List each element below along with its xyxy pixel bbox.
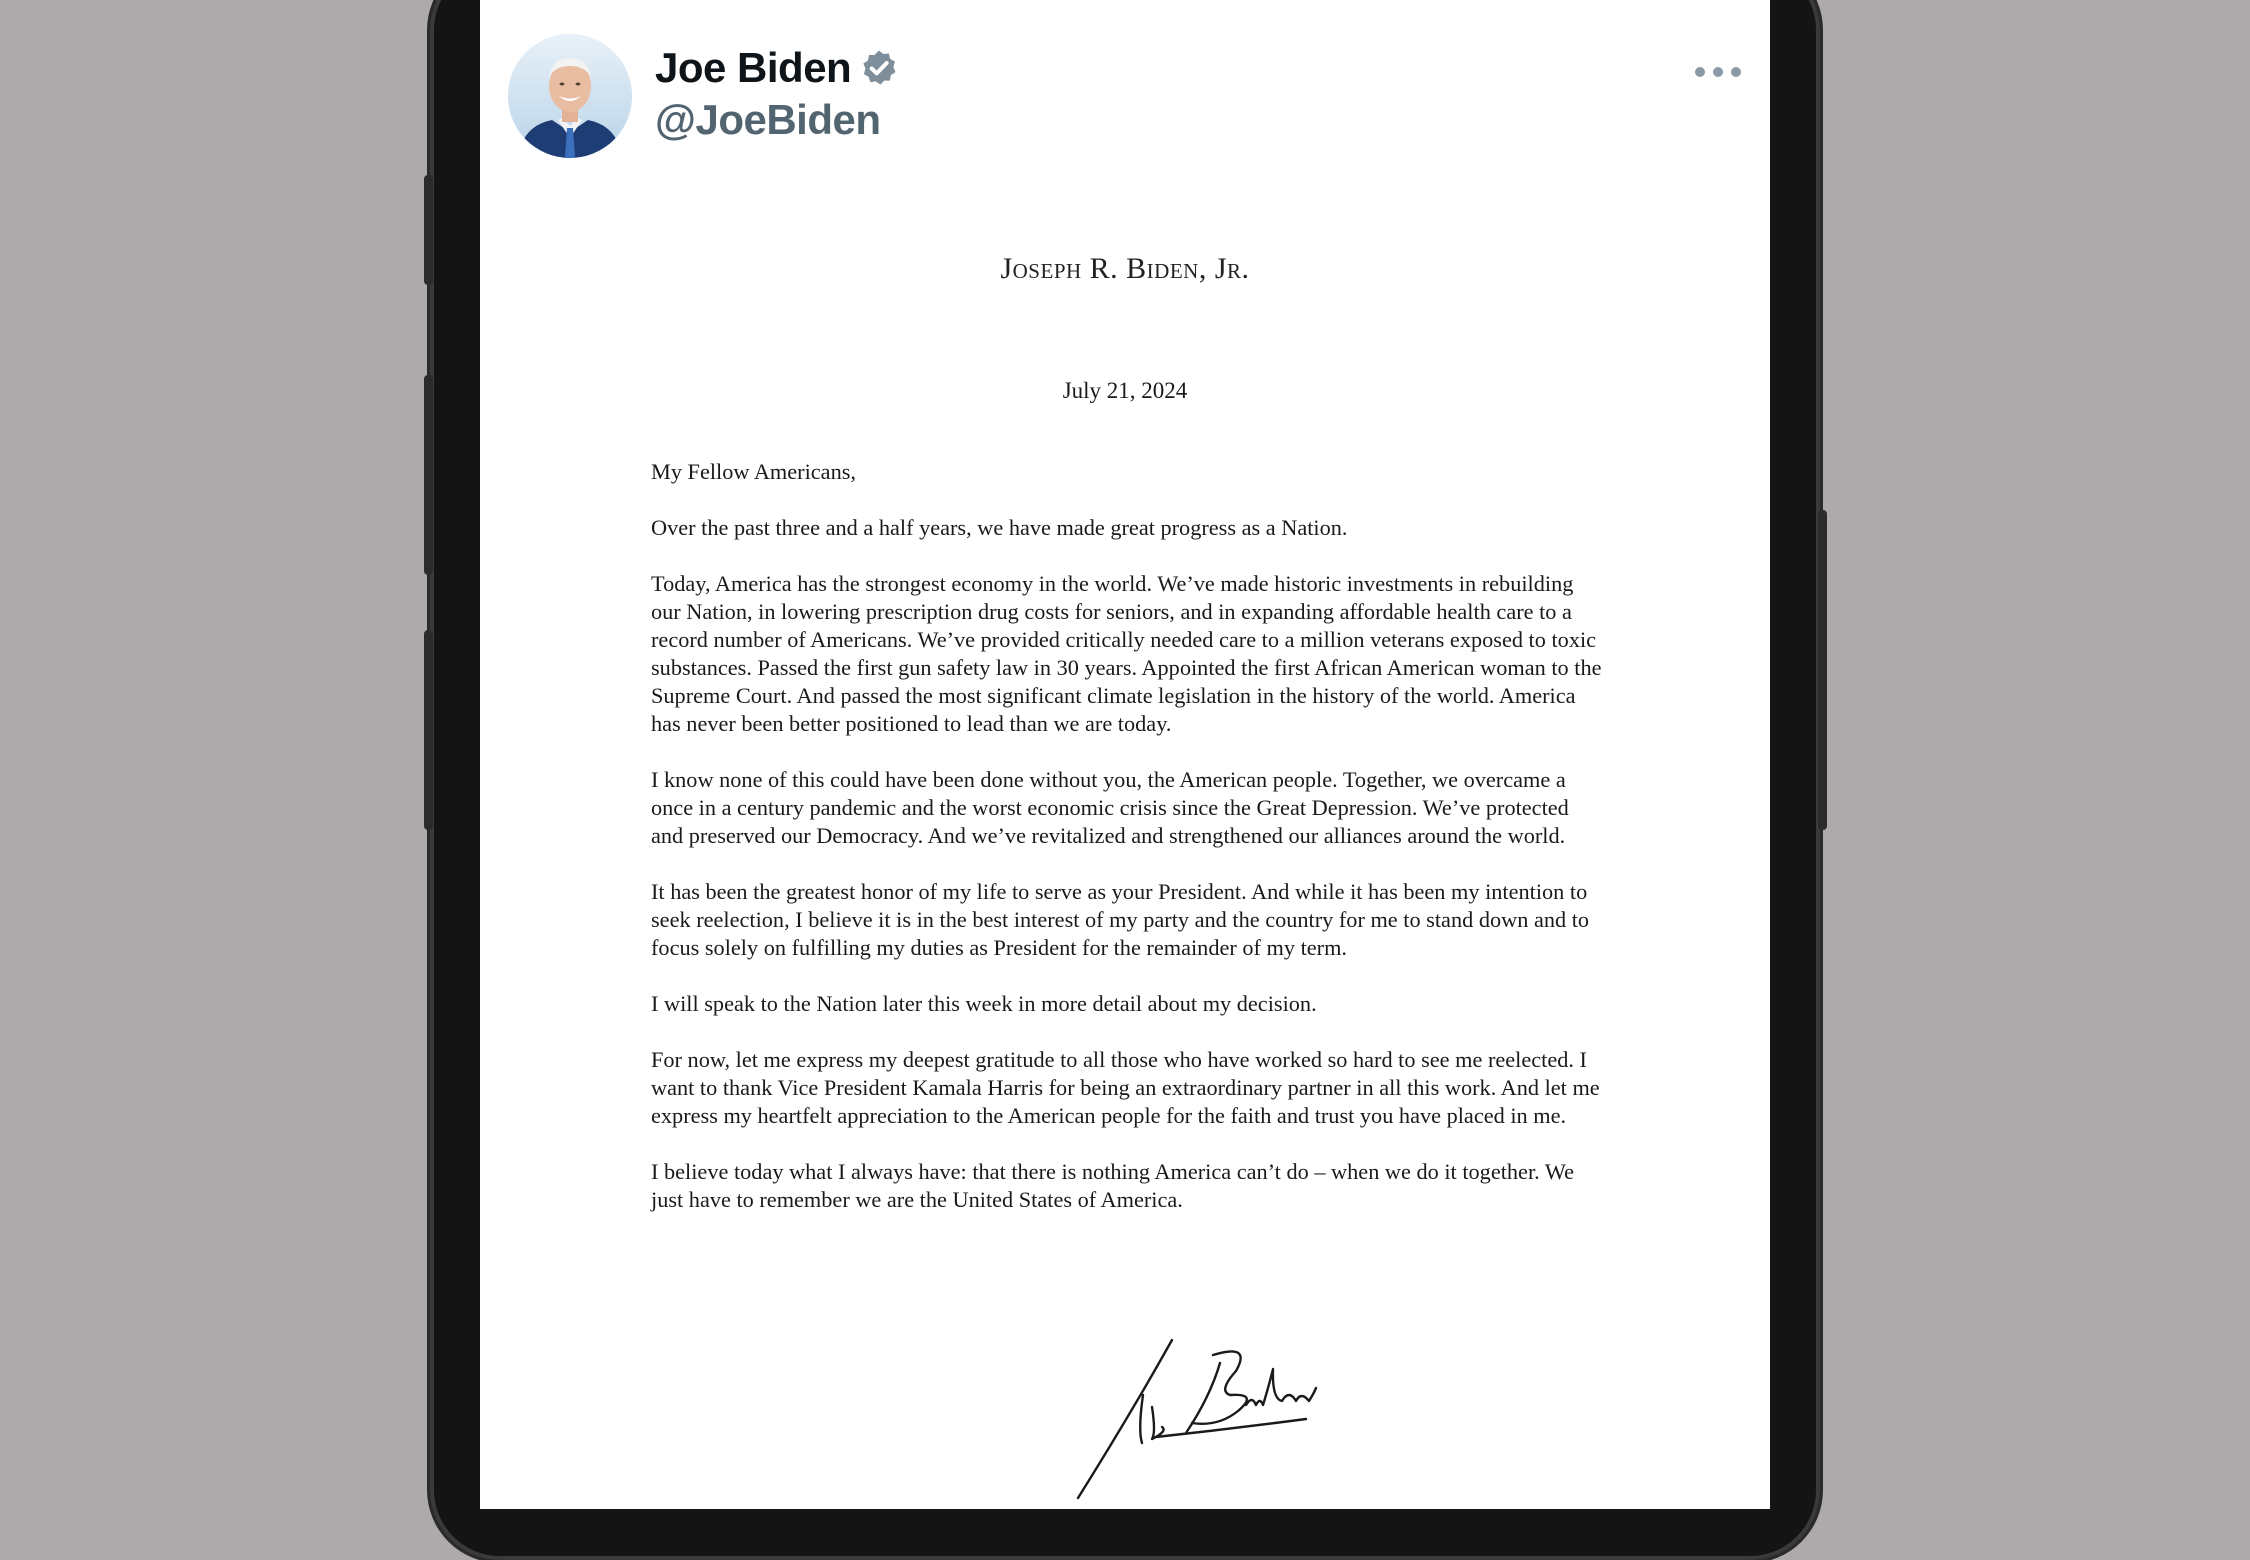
letter-body bbox=[651, 458, 1606, 1242]
letter-image[interactable] bbox=[480, 0, 1770, 1509]
letterhead: Joseph R. Biden, Jr. bbox=[1000, 252, 1250, 285]
letter-paragraph: I will speak to the Nation later this week in more detail about my decision. bbox=[651, 991, 1317, 1016]
letter-paragraph: I know none of this could have been done without you, the American people. Together, we overcame a once in a century pandemic and the worst economic crisis since the Great Depression. We’ve protected and preserved our Democracy. And we’ve revitalized and strengthened our alliances around the world. bbox=[651, 767, 1569, 848]
phone-power-button bbox=[1818, 510, 1827, 830]
letter-paragraph: It has been the greatest honor of my life to serve as your President. And while it has been my intention to seek reelection, I believe it is in the best interest of my party and the country for me to stand down and to focus solely on fulfilling my duties as President for the remainder of my term. bbox=[651, 879, 1590, 960]
letter-paragraph: For now, let me express my deepest gratitude to all those who have worked so hard to see me reelected. I want to thank Vice President Kamala Harris for being an extraordinary partner in all this work. And let me express my heartfelt appreciation to the American people for the faith and trust you have placed in me. bbox=[651, 1047, 1600, 1128]
letter-salutation: My Fellow Americans, bbox=[651, 459, 856, 484]
display-name[interactable]: Joe Biden bbox=[655, 44, 852, 91]
signature bbox=[1060, 1335, 1390, 1505]
phone-volume-up-button bbox=[424, 375, 433, 575]
letter-paragraph: I believe today what I always have: that there is nothing America can’t do – when we do it together. We just have to remember we are the United States of America. bbox=[651, 1159, 1575, 1212]
phone-volume-down-button bbox=[424, 630, 433, 830]
letter-paragraph: Today, America has the strongest economy in the world. We’ve made historic investments in rebuilding our Nation, in lowering prescription drug costs for seniors, and in expanding affordable health care to a record number of Americans. We’ve provided critically needed care to a million veterans exposed to toxic substances. Passed the first gun safety law in 30 years. Appointed the first African American woman to the Supreme Court. And passed the most significant climate legislation in the history of the world. America has never been better positioned to lead than we are today. bbox=[651, 571, 1602, 736]
letter-date: July 21, 2024 bbox=[1062, 378, 1188, 403]
tweet-screen bbox=[480, 0, 1770, 1509]
user-handle[interactable]: @JoeBiden bbox=[655, 96, 881, 143]
phone-action-button bbox=[424, 175, 433, 285]
letter-paragraph: Over the past three and a half years, we have made great progress as a Nation. bbox=[651, 515, 1348, 540]
